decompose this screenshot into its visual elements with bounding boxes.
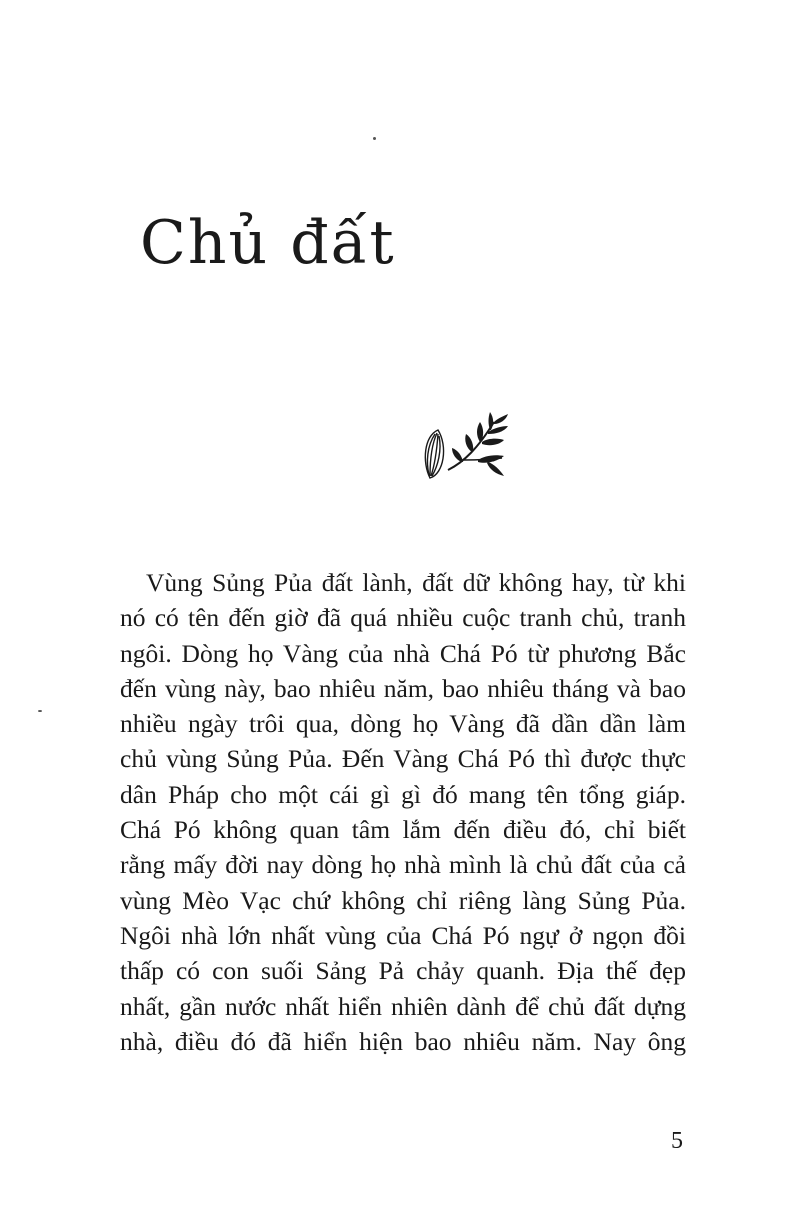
text-line: nhiều ngày trôi qua, dòng họ Vàng đã dần dần làm xyxy=(120,709,686,739)
text-line: đến vùng này, bao nhiêu năm, bao nhiêu tháng và bao xyxy=(120,673,686,703)
page-number: 5 xyxy=(671,1128,683,1154)
text-line: nhà, điều đó đã hiển hiện bao nhiêu năm. Nay ông xyxy=(120,1026,686,1056)
body-paragraph xyxy=(120,565,686,1059)
text-line: nó có tên đến giờ đã quá nhiều cuộc tranh chủ, tranh xyxy=(120,603,686,633)
text-line: chủ vùng Sủng Pủa. Đến Vàng Chá Pó thì được thực xyxy=(120,744,686,774)
text-line: Chá Pó không quan tâm lắm đến điều đó, chỉ biết xyxy=(120,815,686,845)
print-speck xyxy=(38,710,42,712)
text-line: rằng mấy đời nay dòng họ nhà mình là chủ đất của cả xyxy=(120,850,686,880)
text-line: Ngôi nhà lớn nhất vùng của Chá Pó ngự ở ngọn đồi xyxy=(120,920,686,950)
text-line: nhất, gần nước nhất hiển nhiên dành để chủ đất dựng xyxy=(120,991,686,1021)
text-line: vùng Mèo Vạc chứ không chỉ riêng làng Sủng Pủa. xyxy=(120,885,686,915)
print-speck xyxy=(373,137,376,140)
leaf-sprig-icon xyxy=(418,412,510,484)
text-line: thấp có con suối Sảng Pả chảy quanh. Địa thế đẹp xyxy=(120,956,686,986)
text-line: ngôi. Dòng họ Vàng của nhà Chá Pó từ phương Bắc xyxy=(120,638,686,668)
chapter-title: Chủ đất xyxy=(140,208,396,278)
text-line: Vùng Sủng Pủa đất lành, đất dữ không hay, từ khi xyxy=(146,568,686,597)
text-line: dân Pháp cho một cái gì gì đó mang tên tổng giáp. xyxy=(120,779,686,809)
